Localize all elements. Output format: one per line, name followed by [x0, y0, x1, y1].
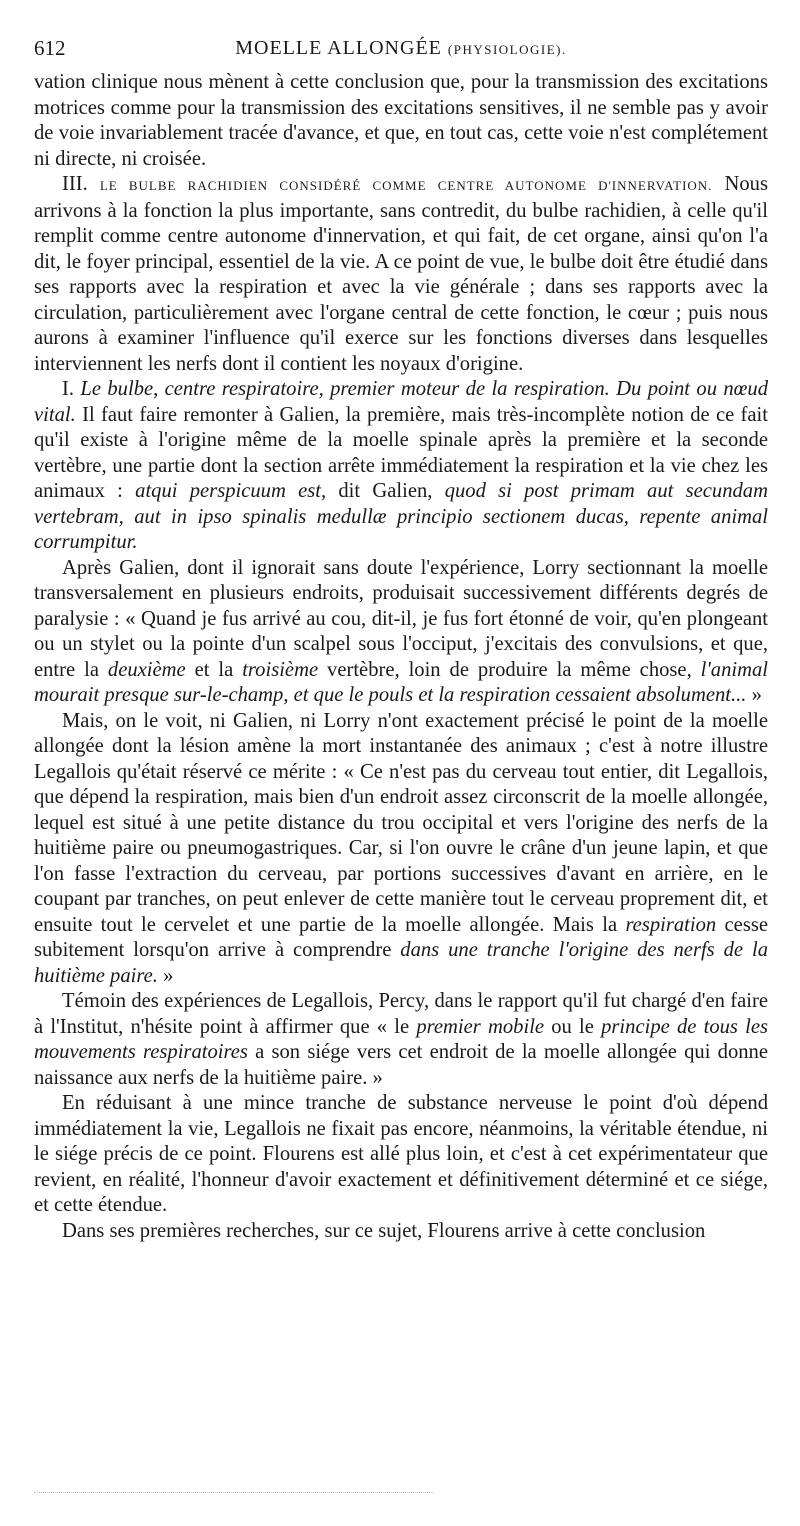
emphasis: troisième	[242, 658, 319, 681]
subsection-numeral: I.	[62, 378, 75, 400]
body-text	[34, 70, 768, 1244]
paragraph-text: Témoin des expériences de Legallois, Percy, dans le rapport qu'il fut chargé d'en faire à l'Institut, n'hésite point à affirmer que « le	[34, 990, 768, 1038]
running-head	[34, 26, 768, 70]
paragraph-text: dit Galien,	[326, 480, 445, 502]
page	[34, 26, 768, 1244]
latin-quote: atqui perspicuum est,	[135, 480, 327, 502]
paragraph-final	[34, 1219, 768, 1245]
subsection-heading: Le bulbe, centre respiratoire, premier moteur de la respiration. Du point ou nœud vital.	[34, 378, 769, 426]
paragraph-text: »	[746, 684, 762, 706]
emphasis: respiration	[625, 913, 717, 936]
emphasis: premier mobile	[416, 1015, 545, 1038]
latin-quote: quod si post primam aut secundam vertebram, aut in ipso spinalis medullæ principio sectionem ducas, repente animal corrumpitur.	[34, 480, 768, 553]
paragraph-text: Mais, on le voit, ni Galien, ni Lorry n'ont exactement précisé le point de la moelle allongée dont la lésion amène la mort instantanée des animaux ; c'est à notre illustre Legallois qu'était réservé ce mérite : « Ce n'est pas du cerveau tout entier, dit Legallois, que dépend la respiration, mais bien d'un endroit assez circonscrit de la moelle allongée, lequel est situé à une petite distance du trou occipital et vers l'origine des nerfs de la huitième paire ou pneumogastriques. Car, si l'on ouvre le crâne d'un jeune lapin, et que l'on fasse l'extraction du cerveau, par portions successives d'avant en arrière, en le coupant par tranches, on peut enlever de cette manière tout le cerveau proprement dit, et ensuite tout le cervelet et une partie de la moelle allongée. Mais la	[34, 709, 768, 936]
paragraph-text: Nous arrivons à la fonction la plus importante, sans contredit, du bulbe rachidien, à celle qu'il remplit comme centre autonome d'innervation, et qui fait, de cet organe, ainsi qu'on l'a dit, le foyer principal, essentiel de la vie. A ce point de vue, le bulbe doit être étudié dans ses rapports avec la respiration et avec la vie générale ; dans ses rapports avec la circulation, particulièrement avec l'organe central de cette fonction, le cœur ; puis nous aurons à examiner l'influence qu'il exerce sur les fonctions diverses dans lesquelles interviennent les nerfs dont il contient les noyaux d'origine.	[34, 173, 768, 375]
paragraph-text: »	[157, 964, 174, 987]
paragraph-text: Après Galien, dont il ignorait sans doute l'expérience, Lorry sectionnant la moelle transversalement en plusieurs endroits, produisait successivement différents degrés de paralysie : « Quand je fus arrivé au cou, dit-il, je fus fort étonné de voir, qu'en plongeant ou un stylet ou la pointe d'un scalpel sous l'occiput, j'excitais des convulsions, et que, entre la	[34, 556, 768, 681]
paragraph-text: Dans ses premières recherches, sur ce sujet, Flourens arrive à cette conclusion	[62, 1219, 706, 1242]
emphasis: principe de tous les mouvements respiratoires	[34, 1015, 768, 1063]
emphasis: l'animal mourait presque sur-le-champ, et que le pouls et la respiration cessaient absolument...	[34, 658, 769, 706]
paragraph-continuation	[34, 70, 768, 172]
paragraph-text: vation clinique nous mènent à cette conclusion que, pour la transmission des excitations motrices comme pour la transmission des excitations sensitives, il ne semble pas y avoir de voie invariablement tracée d'avance, et que, en tout cas, cette voie n'est complétement ni directe, ni croisée.	[34, 71, 768, 170]
emphasis: dans une tranche l'origine des nerfs de la huitième paire.	[34, 939, 768, 987]
section-numeral: III.	[62, 173, 88, 195]
paragraph-section-3	[34, 172, 768, 377]
page-number: 612	[34, 36, 66, 60]
running-title-main: MOELLE ALLONGÉE	[235, 37, 442, 59]
paragraph-text: et la	[185, 658, 243, 681]
paragraph-text: vertèbre, loin de produire la même chose,	[318, 658, 701, 681]
paragraph-percy	[34, 989, 768, 1091]
footer-rule	[34, 1492, 434, 1493]
running-title	[34, 26, 768, 72]
paragraph-flourens	[34, 1091, 768, 1219]
paragraph-text: Il faut faire remonter à Galien, la première, mais très-incomplète notion de ce fait qu'il existe à l'origine même de la moelle spinale après la première et la seconde vertèbre, une partie dont la section arrête immédiatement la respiration et la vie chez les animaux :	[34, 403, 768, 502]
paragraph-text: a son siége vers cet endroit de la moelle allongée qui donne naissance aux nerfs de la huitième paire. »	[34, 1041, 768, 1089]
emphasis: deuxième	[107, 658, 186, 681]
paragraph-subsection-1	[34, 377, 768, 556]
running-title-sub: (PHYSIOLOGIE).	[447, 42, 567, 57]
paragraph-text: ou le	[544, 1015, 602, 1038]
paragraph-lorry	[34, 556, 768, 709]
section-heading: LE BULBE RACHIDIEN CONSIDÉRÉ COMME CENTRE AUTONOME D'INNERVATION.	[99, 178, 713, 193]
paragraph-text: En réduisant à une mince tranche de substance nerveuse le point d'où dépend immédiatement la vie, Legallois ne fixait pas encore, néanmoins, la véritable étendue, ni le siége précis de ce point. Flourens est allé plus loin, et c'est à cet expérimentateur que revient, en réalité, l'honneur d'avoir exactement et définitivement déterminé et ce siége, et cette étendue.	[34, 1092, 768, 1216]
paragraph-text: cesse subitement lorsqu'on arrive à comprendre	[34, 913, 768, 961]
paragraph-legallois	[34, 709, 768, 990]
